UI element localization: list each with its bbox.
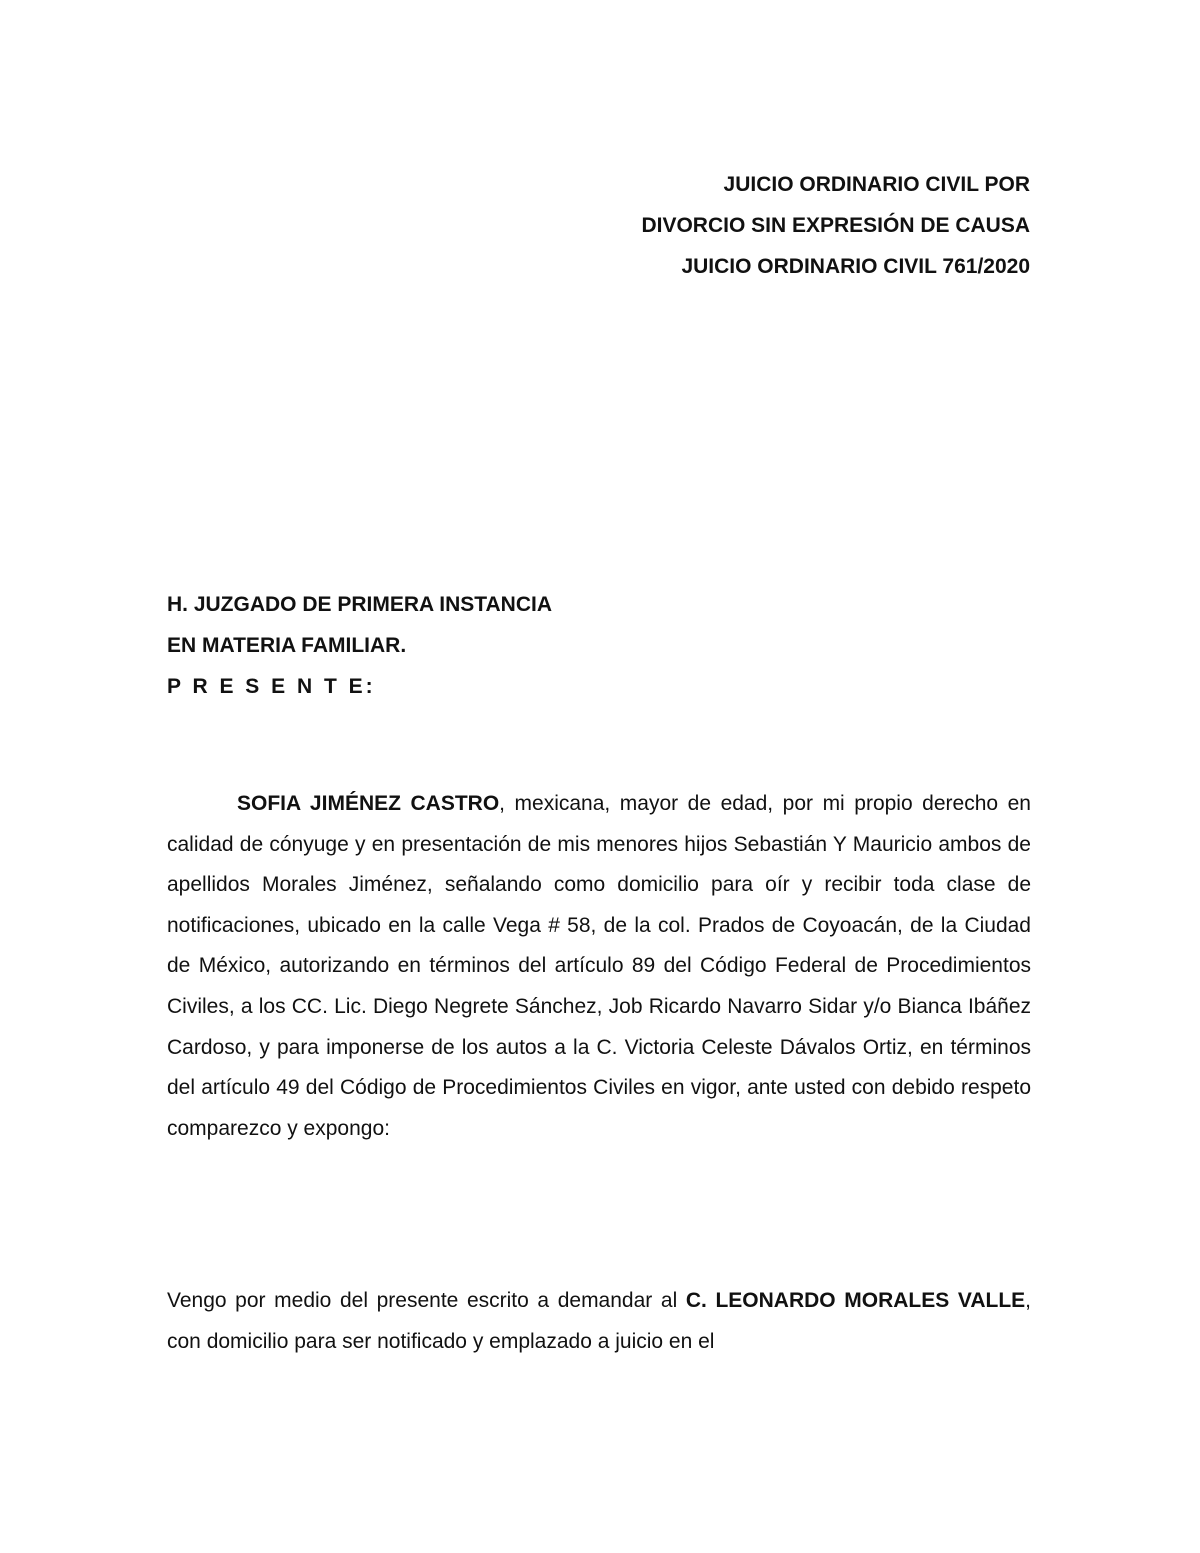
court-name: H. JUZGADO DE PRIMERA INSTANCIA <box>167 593 553 616</box>
introduction-text: , mexicana, mayor de edad, por mi propio derecho en calidad de cónyuge y en presentación de mis menores hijos Sebastián Y Mauricio ambos de apellidos Morales Jiménez, señalando como domicilio para oír y recibir toda clase de notificaciones, ubicado en la calle Vega # 58, de la col. Prados de Coyoacán, de la Ciudad de México, autorizando en términos del artículo 89 del Código Federal de Procedimientos Civiles, a los CC. Lic. Diego Negrete Sánchez, Job Ricardo Navarro Sidar y/o Bianca Ibáñez Cardoso, y para imponerse de los autos a la C. Victoria Celeste Dávalos Ortiz, en términos del artículo 49 del Código de Procedimientos Civiles en vigor, ante usted con debido respeto comparezco y expongo: <box>167 792 1031 1140</box>
introduction-paragraph <box>167 784 1031 1149</box>
case-header-line-1: JUICIO ORDINARIO CIVIL POR <box>723 173 1030 196</box>
plaintiff-name: SOFIA JIMÉNEZ CASTRO <box>237 792 500 815</box>
case-header-line-3: JUICIO ORDINARIO CIVIL 761/2020 <box>681 255 1030 278</box>
defendant-name: C. LEONARDO MORALES VALLE <box>685 1289 1026 1312</box>
addressee-block <box>167 584 552 707</box>
demand-text-after: , con domicilio para ser notificado y emplazado a juicio en el <box>167 1289 1031 1353</box>
case-header-line-2: DIVORCIO SIN EXPRESIÓN DE CAUSA <box>641 214 1030 237</box>
case-header <box>641 164 1030 287</box>
court-matter: EN MATERIA FAMILIAR. <box>167 634 407 657</box>
demand-paragraph <box>167 1281 1031 1362</box>
demand-text-before: Vengo por medio del presente escrito a demandar al <box>167 1289 686 1312</box>
presente-heading: P R E S E N T E: <box>167 675 376 698</box>
